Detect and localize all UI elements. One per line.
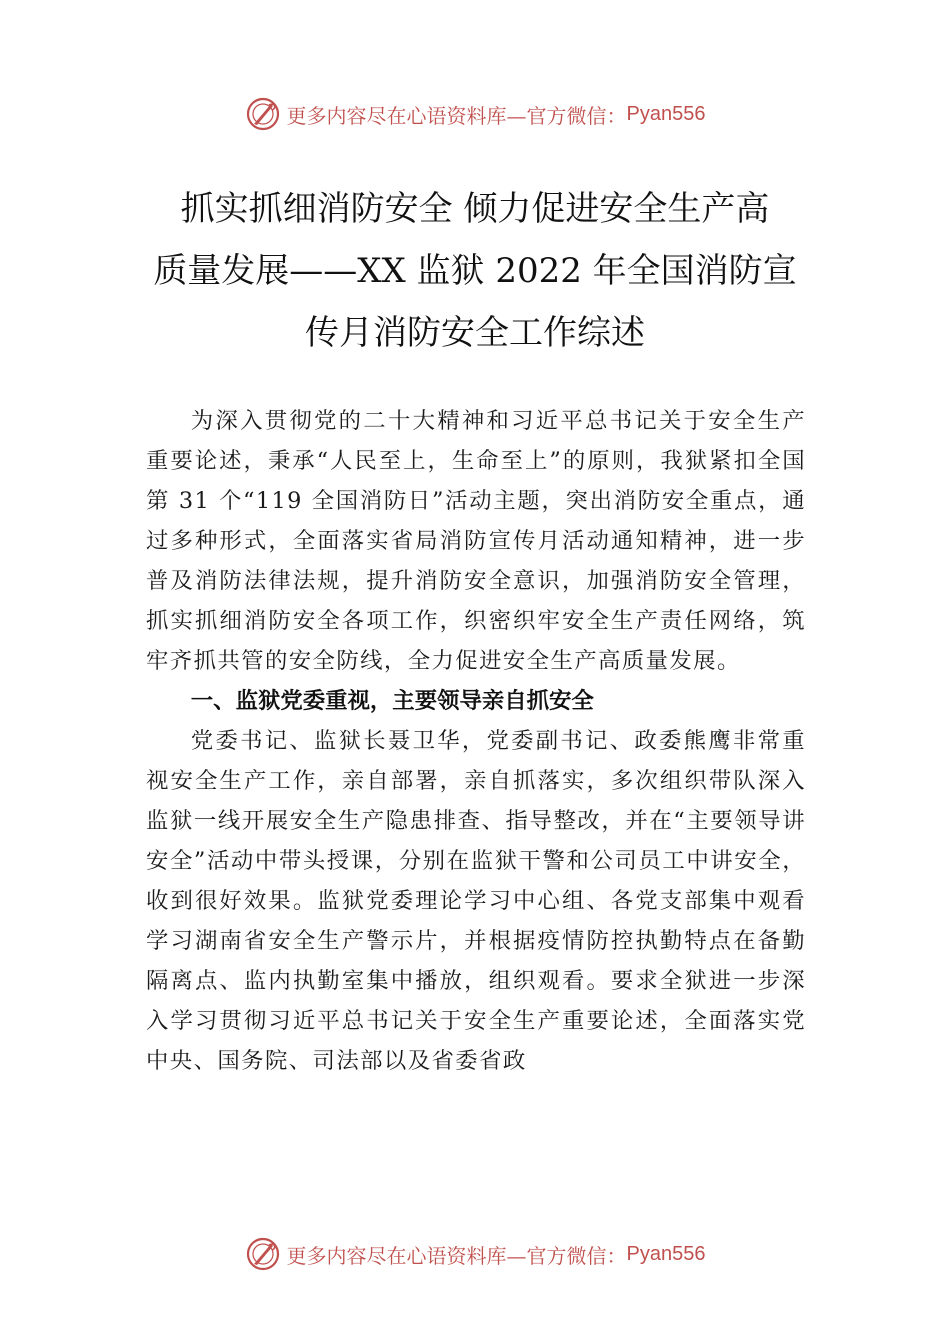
- section-1-heading: 一、监狱党委重视，主要领导亲自抓安全: [190, 688, 594, 714]
- title-line-2: 质量发展——XX 监狱 2022 年全国消防宣: [153, 251, 797, 291]
- banner-text: 更多内容尽在心语资料库—官方微信：: [286, 1243, 627, 1268]
- title-line-3: 传月消防安全工作综述: [305, 313, 645, 353]
- title-line-1: 抓实抓细消防安全 倾力促进安全生产高: [180, 189, 770, 229]
- document-title: [140, 178, 810, 364]
- quill-pen-logo-icon: [245, 96, 281, 132]
- document-body: [146, 401, 806, 1081]
- section-1-paragraph: 党委书记、监狱长聂卫华，党委副书记、政委熊鹰非常重视安全生产工作，亲自部署，亲自抓落实，多次组织带队深入监狱一线开展安全生产隐患排查、指导整改，并在“主要领导讲安全”活动中带头授课，分别在监狱干警和公司员工中讲安全，收到很好效果。监狱党委理论学习中心组、各党支部集中观看学习湖南省安全生产警示片，并根据疫情防控执勤特点在备勤隔离点、监内执勤室集中播放，组织观看。要求全狱进一步深入学习贯彻习近平总书记关于安全生产重要论述，全面落实党中央、国务院、司法部以及省委省政: [146, 728, 806, 1074]
- quill-pen-logo-icon: [245, 1236, 281, 1272]
- intro-paragraph: 为深入贯彻党的二十大精神和习近平总书记关于安全生产重要论述，秉承“人民至上，生命至上”的原则，我狱紧扣全国第 31 个“119 全国消防日”活动主题，突出消防安全重点，通过多种形式，全面落实省局消防宣传月活动通知精神，进一步普及消防法律法规，提升消防安全意识，加强消防安全管理，抓实抓细消防安全各项工作，织密织牢安全生产责任网络，筑牢齐抓共管的安全防线，全力促进安全生产高质量发展。: [146, 408, 806, 674]
- banner-text: 更多内容尽在心语资料库—官方微信：: [286, 103, 627, 128]
- banner-wechat-id: Pyan556: [626, 102, 706, 125]
- banner-wechat-id: Pyan556: [626, 1242, 706, 1265]
- footer-watermark-banner: [0, 1234, 950, 1274]
- header-watermark-banner: [0, 94, 950, 134]
